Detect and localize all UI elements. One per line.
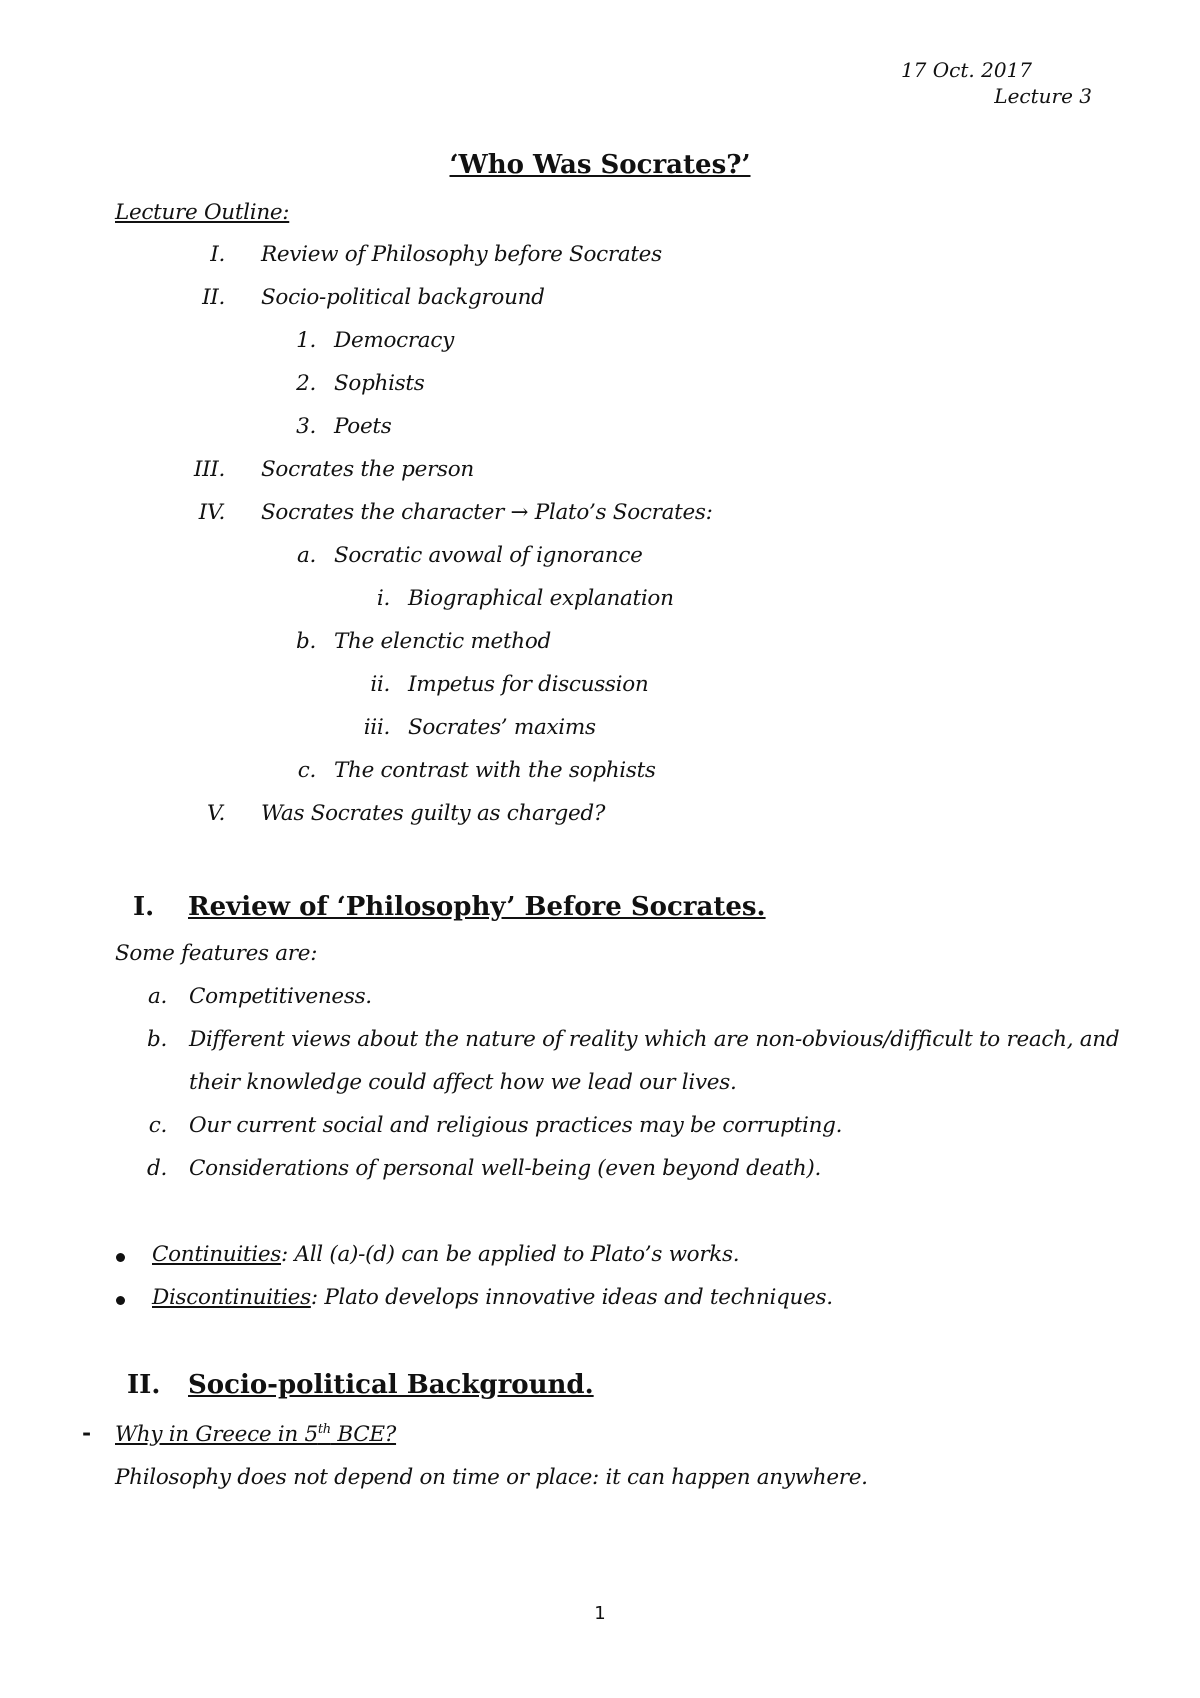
dash-bullet-icon: - xyxy=(82,1420,92,1446)
section-1-heading: Review of ‘Philosophy’ Before Socrates. xyxy=(188,892,766,922)
feature-item xyxy=(115,1156,821,1181)
outline-marker: II. xyxy=(202,285,225,310)
outline-text: Review of Philosophy before Socrates xyxy=(261,242,662,267)
outline-label: Lecture Outline: xyxy=(115,200,290,225)
outline-item xyxy=(270,328,454,353)
bullet-label: Continuities xyxy=(152,1242,282,1267)
outline-marker: iii. xyxy=(363,715,390,740)
bullet-text: : All (a)-(d) can be applied to Plato’s works. xyxy=(281,1242,740,1267)
section-2-heading: Socio-political Background. xyxy=(188,1370,594,1400)
feature-item xyxy=(115,1027,1119,1052)
feature-marker: c. xyxy=(148,1113,167,1138)
outline-item xyxy=(340,586,674,611)
section-1-number: I. xyxy=(133,892,155,922)
outline-marker: 2. xyxy=(296,371,316,396)
outline-item xyxy=(270,629,551,654)
section-2-number: II. xyxy=(127,1370,161,1400)
outline-item xyxy=(160,242,662,267)
bullet-label: Discontinuities xyxy=(152,1285,311,1310)
outline-item xyxy=(340,672,648,697)
outline-item xyxy=(270,414,391,439)
outline-item xyxy=(270,371,424,396)
feature-text: Considerations of personal well-being (even beyond death). xyxy=(189,1156,822,1181)
document-title: ‘Who Was Socrates?’ xyxy=(449,150,751,180)
outline-marker: IV. xyxy=(198,500,225,525)
outline-text: Biographical explanation xyxy=(408,586,674,611)
feature-marker: d. xyxy=(147,1156,167,1181)
outline-marker: c. xyxy=(297,758,316,783)
bullet-icon xyxy=(116,1253,125,1262)
section-1-intro: Some features are: xyxy=(115,941,318,966)
outline-marker: 3. xyxy=(296,414,316,439)
bullet-item xyxy=(152,1285,833,1310)
feature-marker: a. xyxy=(147,984,167,1009)
lecture-number: Lecture 3 xyxy=(994,84,1092,108)
outline-marker: III. xyxy=(193,457,225,482)
outline-marker: b. xyxy=(296,629,316,654)
feature-text: Our current social and religious practices may be corrupting. xyxy=(189,1113,843,1138)
outline-text: Socrates the character → Plato’s Socrates: xyxy=(261,500,713,525)
outline-text: Impetus for discussion xyxy=(408,672,649,697)
outline-text: Socratic avowal of ignorance xyxy=(334,543,643,568)
bullet-text: : Plato develops innovative ideas and techniques. xyxy=(310,1285,833,1310)
feature-text: their knowledge could affect how we lead our lives. xyxy=(189,1070,737,1095)
outline-marker: i. xyxy=(376,586,390,611)
outline-item xyxy=(340,715,596,740)
outline-text: The elenctic method xyxy=(334,629,551,654)
question-superscript: th xyxy=(317,1422,331,1437)
section-2-question xyxy=(115,1422,396,1447)
feature-text: Competitiveness. xyxy=(189,984,372,1009)
outline-item xyxy=(160,285,545,310)
outline-item xyxy=(160,457,474,482)
feature-item xyxy=(115,1070,736,1095)
feature-item xyxy=(115,984,372,1009)
outline-item xyxy=(270,543,643,568)
outline-text: The contrast with the sophists xyxy=(334,758,656,783)
outline-marker: I. xyxy=(210,242,225,267)
feature-text: Different views about the nature of reality which are non-obvious/difficult to reach, and xyxy=(189,1027,1120,1052)
bullet-icon xyxy=(116,1296,125,1305)
outline-text: Socio-political background xyxy=(261,285,545,310)
section-2-answer: Philosophy does not depend on time or place: it can happen anywhere. xyxy=(115,1465,868,1490)
feature-marker: b. xyxy=(147,1027,167,1052)
question-text: Why in Greece in 5 xyxy=(115,1422,318,1448)
outline-item xyxy=(160,500,713,525)
outline-text: Democracy xyxy=(334,328,454,353)
outline-marker: ii. xyxy=(370,672,390,697)
outline-text: Poets xyxy=(334,414,392,439)
page-number: 1 xyxy=(594,1603,606,1624)
outline-marker: 1. xyxy=(296,328,316,353)
outline-item xyxy=(160,801,605,826)
document-date: 17 Oct. 2017 xyxy=(900,58,1032,82)
outline-text: Sophists xyxy=(334,371,425,396)
outline-text: Socrates’ maxims xyxy=(408,715,596,740)
question-text-end: BCE? xyxy=(330,1422,397,1448)
outline-text: Was Socrates guilty as charged? xyxy=(261,801,606,826)
outline-marker: V. xyxy=(206,801,225,826)
outline-item xyxy=(270,758,656,783)
outline-text: Socrates the person xyxy=(261,457,474,482)
bullet-item xyxy=(152,1242,739,1267)
feature-item xyxy=(115,1113,842,1138)
outline-marker: a. xyxy=(296,543,316,568)
